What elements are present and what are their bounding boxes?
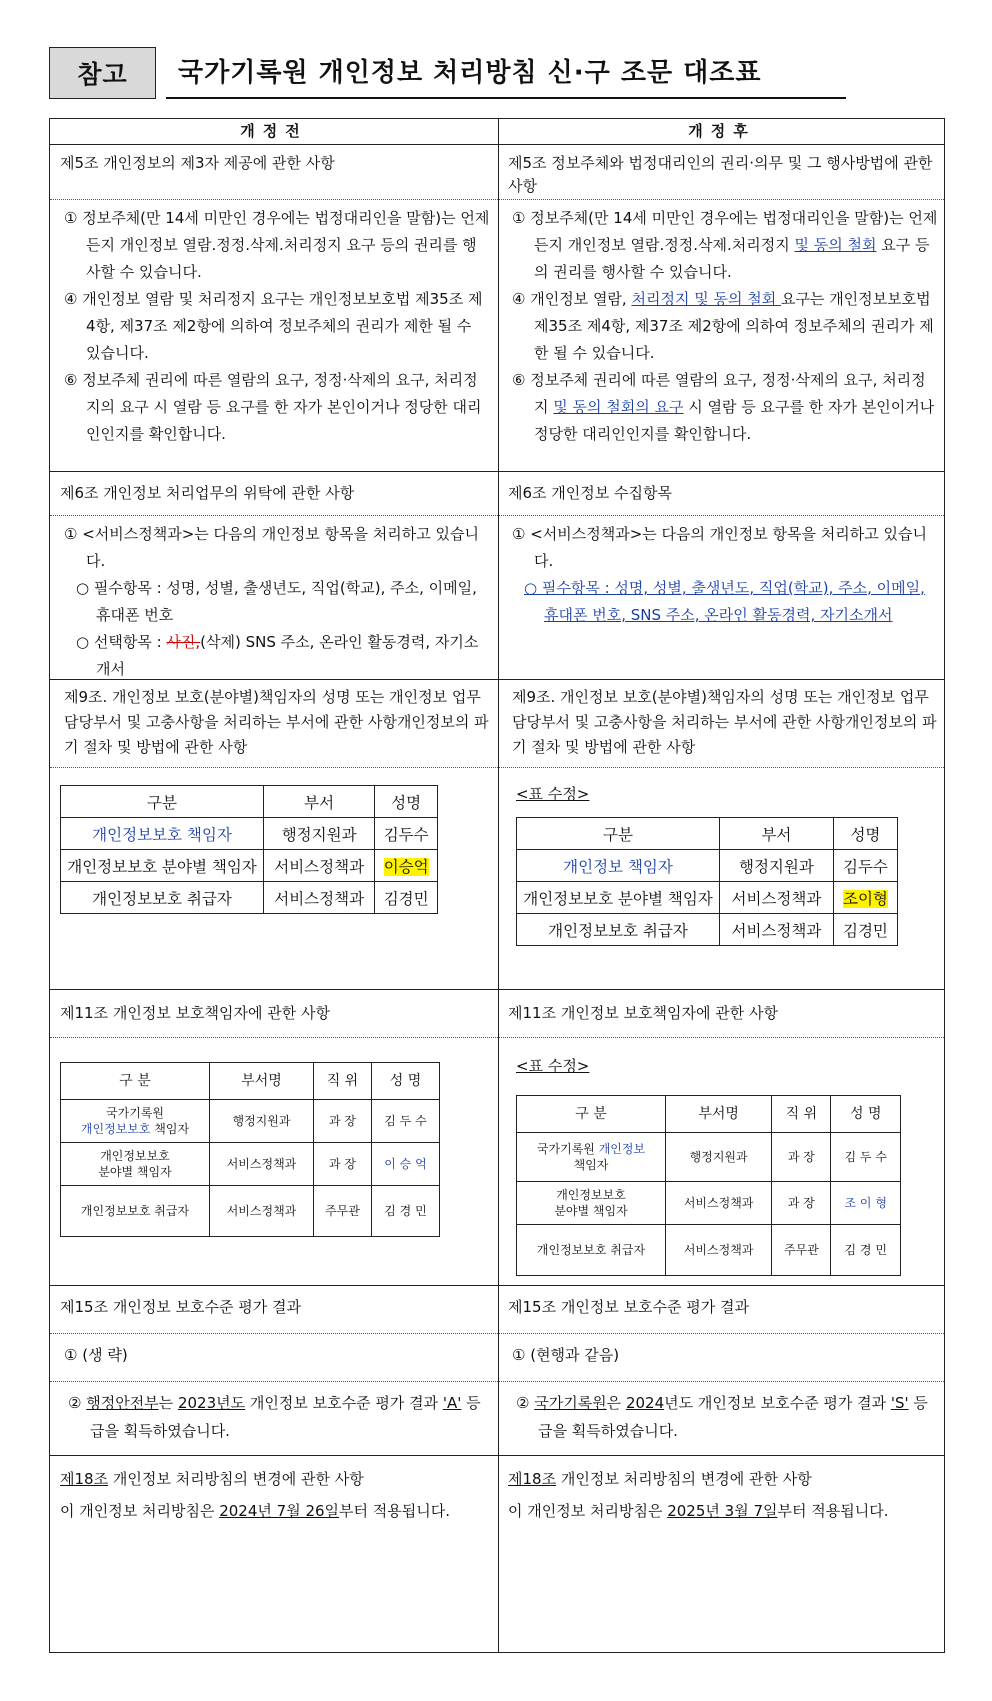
sec18-before bbox=[60, 1465, 490, 1525]
column-divider bbox=[498, 119, 499, 1652]
th-dept: 부서 bbox=[720, 818, 834, 850]
sec11-after-title: 제11조 개인정보 보호책임자에 관한 사항 bbox=[508, 1004, 779, 1022]
sec15-after-title: 제15조 개인정보 보호수준 평가 결과 bbox=[508, 1298, 750, 1316]
cell: 국가기록원 개인정보 책임자 bbox=[517, 1133, 666, 1182]
th: 구 분 bbox=[61, 1063, 210, 1100]
th-name: 성명 bbox=[833, 818, 897, 850]
cell: 개인정보보호 취급자 bbox=[517, 1225, 666, 1276]
cell bbox=[375, 850, 438, 882]
row-divider bbox=[50, 679, 944, 680]
sec6-before-required: ○ 필수항목 : 성명, 성별, 출생년도, 직업(학교), 주소, 이메일, 휴대폰 번호 bbox=[76, 579, 477, 624]
cell: 김 경 민 bbox=[371, 1186, 439, 1237]
cell: 김경민 bbox=[375, 882, 438, 914]
sec5-after-item-6: ⑥ 정보주체 권리에 따른 열람의 요구, 정정·삭제의 요구, 처리정지 및 동의 철회의 요구 시 열람 등 요구를 한 자가 본인이거나 정당한 대리인인지를 확인합니다. bbox=[512, 371, 935, 443]
sec9-after-table bbox=[516, 817, 898, 946]
cell: 김 두 수 bbox=[371, 1100, 439, 1143]
cell: 서비스정책과 bbox=[264, 882, 375, 914]
sec5-before-item: ① 정보주체(만 14세 미만인 경우에는 법정대리인을 말함)는 언제든지 개인정보 열람.정정.삭제.처리정지 요구 등의 권리를 행사할 수 있습니다. bbox=[64, 209, 490, 281]
sec9-before-title: 제9조. 개인정보 보호(분야별)책임자의 성명 또는 개인정보 업무 담당부서 및 고충사항을 처리하는 부서에 관한 사항개인정보의 파기 절차 및 방법에 관한 사항 bbox=[64, 688, 489, 756]
row-divider bbox=[50, 1455, 944, 1456]
th: 직 위 bbox=[313, 1063, 371, 1100]
sec5-before-body bbox=[60, 205, 490, 448]
cell: 개인정보보호 취급자 bbox=[61, 1186, 210, 1237]
sec18-after-text: 이 개인정보 처리방침은 2025년 3월 7일부터 적용됩니다. bbox=[508, 1502, 889, 1520]
cell: 김 경 민 bbox=[831, 1225, 901, 1276]
cell: 과 장 bbox=[772, 1133, 831, 1182]
cell: 개인정보보호 분야별 책임자 bbox=[61, 1143, 210, 1186]
row-divider bbox=[50, 144, 944, 145]
cell: 김두수 bbox=[833, 850, 897, 882]
sec6-after-intro: ① <서비스정책과>는 다음의 개인정보 항목을 처리하고 있습니다. bbox=[512, 525, 927, 570]
cell: 서비스정책과 bbox=[210, 1186, 314, 1237]
row-divider bbox=[50, 515, 944, 516]
page-title: 국가기록원 개인정보 처리방침 신·구 조문 대조표 bbox=[166, 47, 846, 99]
cell bbox=[833, 882, 897, 914]
row-divider bbox=[50, 989, 944, 990]
sec6-after-required: ○ 필수항목 : 성명, 성별, 출생년도, 직업(학교), 주소, 이메일, 휴대폰 번호, SNS 주소, 온라인 활동경력, 자기소개서 bbox=[524, 579, 925, 624]
th-dept: 부서 bbox=[264, 786, 375, 818]
cell: 조 이 형 bbox=[831, 1182, 901, 1225]
sec18-after-title: 제18조 개인정보 처리방침의 변경에 관한 사항 bbox=[508, 1470, 812, 1488]
sec6-before-body bbox=[60, 521, 490, 683]
sec18-before-text: 이 개인정보 처리방침은 2024년 7월 26일부터 적용됩니다. bbox=[60, 1502, 450, 1520]
cell: 행정지원과 bbox=[264, 818, 375, 850]
cell: 김두수 bbox=[375, 818, 438, 850]
sec15-after-item-1: ① (현행과 같음) bbox=[512, 1346, 620, 1364]
cell: 행정지원과 bbox=[210, 1100, 314, 1143]
highlighted-name: 조이형 bbox=[842, 889, 888, 908]
sec6-before-optional: ○ 선택항목 : 사진,(삭제) SNS 주소, 온라인 활동경력, 자기소개서 bbox=[76, 633, 479, 678]
cell: 서비스정책과 bbox=[720, 914, 834, 946]
sec18-before-title: 제18조 개인정보 처리방침의 변경에 관한 사항 bbox=[60, 1470, 364, 1488]
cell: 개인정보 책임자 bbox=[517, 850, 720, 882]
th: 부서명 bbox=[666, 1096, 772, 1133]
cell: 개인정보보호 취급자 bbox=[517, 914, 720, 946]
th: 직 위 bbox=[772, 1096, 831, 1133]
sec9-after-title: 제9조. 개인정보 보호(분야별)책임자의 성명 또는 개인정보 업무 담당부서 및 고충사항을 처리하는 부서에 관한 사항개인정보의 파기 절차 및 방법에 관한 사항 bbox=[512, 688, 937, 756]
cell: 개인정보보호 분야별 책임자 bbox=[517, 1182, 666, 1225]
sec15-after-item-2: ② 국가기록원은 2024년도 개인정보 보호수준 평가 결과 'S' 등급을 획득하였습니다. bbox=[516, 1394, 928, 1440]
th: 부서명 bbox=[210, 1063, 314, 1100]
row-divider bbox=[50, 1333, 944, 1334]
row-divider bbox=[50, 1285, 944, 1286]
cell: 서비스정책과 bbox=[264, 850, 375, 882]
sec15-before-title: 제15조 개인정보 보호수준 평가 결과 bbox=[60, 1298, 302, 1316]
th-category: 구분 bbox=[517, 818, 720, 850]
cell: 서비스정책과 bbox=[210, 1143, 314, 1186]
comparison-table bbox=[49, 118, 945, 1653]
highlighted-name: 이승억 bbox=[383, 857, 429, 876]
cell: 행정지원과 bbox=[720, 850, 834, 882]
sec6-before-intro: ① <서비스정책과>는 다음의 개인정보 항목을 처리하고 있습니다. bbox=[64, 525, 479, 570]
row-divider bbox=[50, 1381, 944, 1382]
sec9-before-table bbox=[60, 785, 438, 914]
cell: 행정지원과 bbox=[666, 1133, 772, 1182]
cell: 주무관 bbox=[772, 1225, 831, 1276]
cell: 개인정보보호 취급자 bbox=[61, 882, 264, 914]
cell: 개인정보보호 책임자 bbox=[61, 818, 264, 850]
sec6-after-body bbox=[508, 521, 938, 629]
sec5-before-item: ④ 개인정보 열람 및 처리정지 요구는 개인정보보호법 제35조 제4항, 제37조 제2항에 의하여 정보주체의 권리가 제한 될 수 있습니다. bbox=[64, 290, 483, 362]
sec5-after-item-4: ④ 개인정보 열람, 처리정지 및 동의 철회 요구는 개인정보보호법 제35조 제4항, 제37조 제2항에 의하여 정보주체의 권리가 제한 될 수 있습니다. bbox=[512, 290, 934, 362]
cell: 개인정보보호 분야별 책임자 bbox=[517, 882, 720, 914]
row-divider bbox=[50, 471, 944, 472]
cell: 개인정보보호 분야별 책임자 bbox=[61, 850, 264, 882]
cell: 주무관 bbox=[313, 1186, 371, 1237]
sec15-before-item-2: ② 행정안전부는 2023년도 개인정보 보호수준 평가 결과 'A' 등급을 획득하였습니다. bbox=[68, 1394, 481, 1440]
row-divider bbox=[50, 1037, 944, 1038]
cell: 서비스정책과 bbox=[666, 1225, 772, 1276]
sec6-before-title: 제6조 개인정보 처리업무의 위탁에 관한 사항 bbox=[60, 484, 355, 502]
cell: 이 승 억 bbox=[371, 1143, 439, 1186]
sec5-after-body bbox=[508, 205, 938, 448]
sec11-after-table bbox=[516, 1095, 901, 1276]
cell: 서비스정책과 bbox=[720, 882, 834, 914]
cell: 과 장 bbox=[313, 1143, 371, 1186]
cell: 과 장 bbox=[313, 1100, 371, 1143]
th: 구 분 bbox=[517, 1096, 666, 1133]
row-divider bbox=[50, 199, 944, 200]
sec5-after-item-1: ① 정보주체(만 14세 미만인 경우에는 법정대리인을 말함)는 언제든지 개인정보 열람.정정.삭제.처리정지 및 동의 철회 요구 등의 권리를 행사할 수 있습니다. bbox=[512, 209, 938, 281]
th-category: 구분 bbox=[61, 786, 264, 818]
sec11-before-table bbox=[60, 1062, 440, 1237]
sec9-table-note: <표 수정> bbox=[516, 785, 590, 803]
th: 성 명 bbox=[831, 1096, 901, 1133]
sec18-after bbox=[508, 1465, 938, 1525]
th-name: 성명 bbox=[375, 786, 438, 818]
row-divider bbox=[50, 767, 944, 768]
sec11-before-title: 제11조 개인정보 보호책임자에 관한 사항 bbox=[60, 1004, 331, 1022]
sec11-table-note: <표 수정> bbox=[516, 1057, 590, 1075]
cell: 과 장 bbox=[772, 1182, 831, 1225]
reference-badge: 참고 bbox=[49, 47, 156, 99]
cell: 김 두 수 bbox=[831, 1133, 901, 1182]
cell: 김경민 bbox=[833, 914, 897, 946]
cell: 서비스정책과 bbox=[666, 1182, 772, 1225]
cell: 국가기록원 개인정보보호 책임자 bbox=[61, 1100, 210, 1143]
sec15-before-item-1: ① (생 략) bbox=[64, 1346, 128, 1364]
th: 성 명 bbox=[371, 1063, 439, 1100]
column-header-before: 개정전 bbox=[240, 122, 308, 140]
sec6-after-title: 제6조 개인정보 수집항목 bbox=[508, 484, 672, 502]
sec5-before-item: ⑥ 정보주체 권리에 따른 열람의 요구, 정정·삭제의 요구, 처리정지의 요구 시 열람 등 요구를 한 자가 본인이거나 정당한 대리인인지를 확인합니다. bbox=[64, 371, 482, 443]
sec5-after-title: 제5조 정보주체와 법정대리인의 권리·의무 및 그 행사방법에 관한 사항 bbox=[508, 154, 933, 195]
column-header-after: 개정후 bbox=[688, 122, 756, 140]
sec5-before-title: 제5조 개인정보의 제3자 제공에 관한 사항 bbox=[60, 154, 335, 172]
